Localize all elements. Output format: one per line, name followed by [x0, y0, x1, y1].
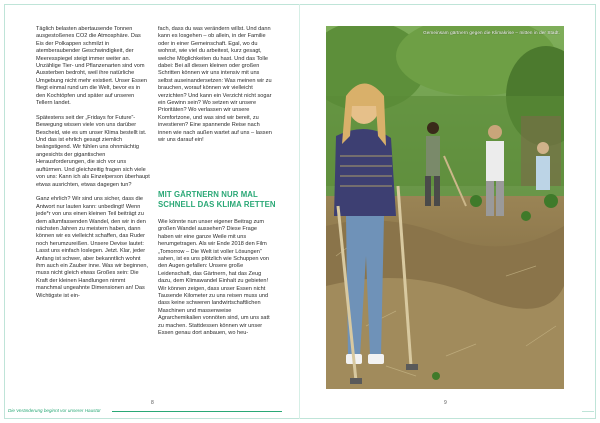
footer-corner-rule — [582, 411, 594, 412]
paragraph-intro: Täglich belasten abertausende Tonnen ausgestoßenes CO2 die Atmosphäre. Das Eis der Polkappen schmilzt in atemberaubender Geschwindigkeit, der Meeresspiegel steigt immer weiter an. Unzählige Tier- und Pflanzenarten sind vom Aussterben bedroht, weil ihre natürliche Umgebung nicht mehr existiert. Unser Essen fliegt einmal rund um die Welt, bevor es in den Kochtöpfen und später auf unseren Tellern landet. — [36, 26, 147, 107]
left-column-2 — [158, 26, 274, 152]
section-subheading: MIT GÄRTNERN NUR MAL SCHNELL DAS KLIMA RETTEN — [158, 190, 276, 209]
footer-rule — [112, 411, 282, 412]
page-number-right: 9 — [444, 400, 447, 406]
paragraph-continuation: fach, dass du was verändern willst. Und dann kann es losgehen – ob allein, in der Familie oder in einer Gemeinschaft. Egal, wo du wohnst, wie viel du arbeitest, kurz gesagt, welche Möglichkeiten du hast. Und das Tolle dabei: Bei all diesen kleinen oder großen Schritten können wir uns intensiv mit uns selbst auseinandersetzen: Was meinen wir zu brauchen, worauf können wir vielleicht verzichten? Und kann ein Verzicht nicht sogar ein Gewinn sein? Wo setzen wir unsere Prioritäten? Wo verlassen wir unsere Komfortzone, und was sind wir bereit, zu investieren? Eine spannende Reise nach innen wie nach außen wartet auf uns – lassen wir uns darauf ein! — [158, 26, 272, 144]
left-column-2-lower — [158, 219, 274, 345]
page-number-left: 8 — [151, 400, 154, 406]
footer-running-title: Die Veränderung beginnt vor unserer Haustür — [8, 408, 101, 413]
gutter-divider — [299, 4, 300, 419]
photo-caption: Gemeinsam gärtnern gegen die Klimakrise – mitten in der Stadt. — [423, 30, 560, 35]
paragraph-beitrag: Wie könnte nun unser eigener Beitrag zum großen Wandel aussehen? Diese Frage haben wir eine ganze Weile mit uns herumgetragen. Als wir Ende 2018 den Film „Tomorrow – Die Welt ist voller Lösungen“ sahen, ist es uns plötzlich wie Schuppen von den Augen gefallen: Unsere große Leidenschaft, das Gärtnern, hat das Zeug dazu, dem Klimawandel Einhalt zu gebieten! Wir können zeigen, dass unser Essen nicht Tausende Kilometer zu uns reisen muss und dass keine schweren landwirtschaftlichen Maschinen und massenweise Agrarchemikalien vonnöten sind, um uns satt zu machen. Stattdessen können wir unser Essen genau dort anbauen, wo heu- — [158, 219, 270, 337]
paragraph-ganz-ehrlich: Ganz ehrlich? Wir sind uns sicher, dass die Antwort nur lauten kann: unbedingt! Wenn jede*r von uns einen kleinen Teil beiträgt zu dem allumfassenden Wandel, den wir in den nächsten Jahren zu meistern haben, dann können wir es vielleicht schaffen, das Ruder noch herumzureißen. Unsere Devise lautet: Lasst uns einfach loslegen. Jetzt. Klar, jeder Anfang ist schwer, aber bekanntlich wohnt ihm auch ein Zauber inne. Was wir beginnen, muss nicht gleich etwas Großes sein: Die Kraft der kleinen Handlungen nimmt manchmal ungeahnte Dimensionen an! Das Wichtigste ist ein- — [36, 196, 149, 299]
paragraph-fridays-for-future: Spätestens seit der „Fridays for Future“-Bewegung wissen viele von uns darüber Bescheid, wie es um unser Klima bestellt ist. Und das ist ehrlich gesagt ziemlich beängstigend. Wir fühlen uns ohnmächtig angesichts der gigantischen Herausforderungen, die sich vor uns auftürmen. Und gleichzeitig fragen sich viele von uns: Kann ich als Einzelperson überhaupt etwas ausrichten, etwas dagegen tun? — [36, 114, 150, 188]
left-column-1 — [36, 26, 150, 307]
garden-photo — [326, 26, 564, 389]
garden-photo-illustration — [326, 26, 564, 389]
